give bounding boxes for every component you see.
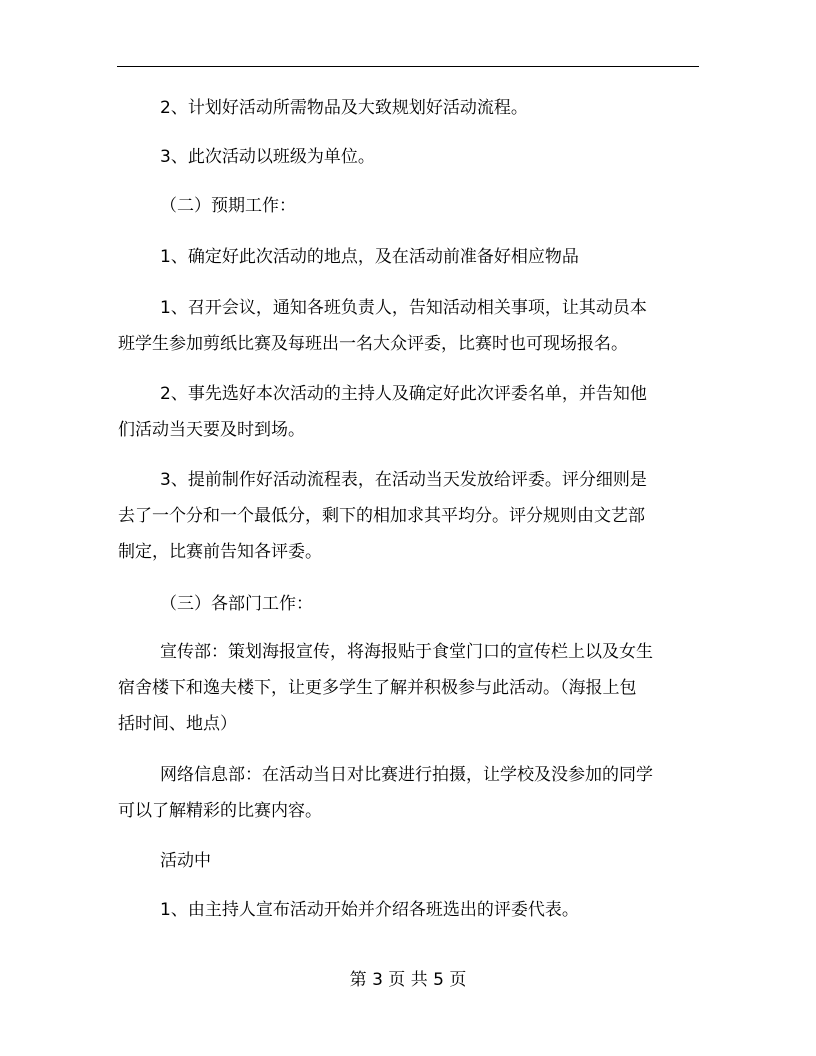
header-rule [117, 66, 699, 67]
text-line: 括时间、地点） [118, 714, 237, 734]
text-line: 制定，比赛前告知各评委。 [118, 542, 322, 562]
text-line: 宣传部：策划海报宣传，将海报贴于食堂门口的宣传栏上以及女生 [160, 642, 653, 662]
paragraph-4 [118, 239, 742, 275]
paragraph-2 [118, 139, 742, 175]
text-line: 们活动当天要及时到场。 [118, 420, 305, 440]
text-line: 1、确定好此次活动的地点，及在活动前准备好相应物品 [160, 247, 579, 267]
text-line: 2、计划好活动所需物品及大致规划好活动流程。 [160, 98, 528, 118]
paragraph-11 [118, 843, 742, 879]
text-line: 班学生参加剪纸比赛及每班出一名大众评委，比赛时也可现场报名。 [118, 334, 628, 354]
text-line: 3、提前制作好活动流程表，在活动当天发放给评委。评分细则是 [160, 470, 647, 490]
paragraph-12 [118, 892, 742, 928]
section-heading-3 [118, 586, 742, 622]
text-line: 宿舍楼下和逸夫楼下，让更多学生了解并积极参与此活动。（海报上包 [118, 678, 637, 698]
text-line: 网络信息部：在活动当日对比赛进行拍摄，让学校及没参加的同学 [160, 765, 653, 785]
text-line: 可以了解精彩的比赛内容。 [118, 801, 322, 821]
text-line: 1、由主持人宣布活动开始并介绍各班选出的评委代表。 [160, 900, 579, 920]
paragraph-10 [118, 757, 700, 829]
text-line: 去了一个分和一个最低分，剩下的相加求其平均分。评分规则由文艺部 [118, 506, 645, 526]
text-line: 活动中 [160, 851, 211, 871]
page-number-footer: 第 3 页 共 5 页 [349, 970, 467, 990]
paragraph-9 [118, 634, 700, 742]
text-line: 1、召开会议，通知各班负责人，告知活动相关事项，让其动员本 [160, 298, 647, 318]
paragraph-5 [118, 290, 700, 362]
text-line: （二）预期工作： [160, 196, 296, 216]
paragraph-6 [118, 376, 700, 448]
text-line: 2、事先选好本次活动的主持人及确定好此次评委名单，并告知他 [160, 384, 647, 404]
paragraph-7 [118, 462, 700, 570]
section-heading-2 [118, 188, 742, 224]
text-line: 3、此次活动以班级为单位。 [160, 147, 375, 167]
paragraph-1 [118, 90, 742, 126]
text-line: （三）各部门工作： [160, 594, 313, 614]
